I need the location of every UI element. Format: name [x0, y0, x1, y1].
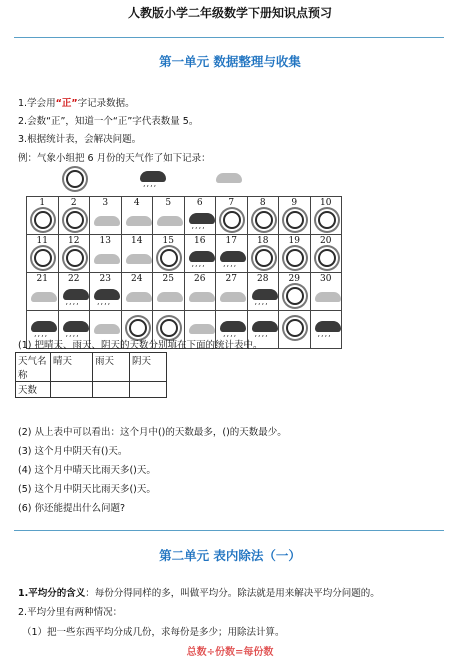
rain-cloud-icon: ,,,, [220, 319, 244, 339]
sun-icon [283, 319, 307, 339]
day-number: 14 [131, 236, 143, 246]
calendar-day-cell [121, 235, 153, 273]
sun-icon [252, 249, 276, 269]
unit2-point-2: 2.平均分里有两种情况： [18, 607, 123, 618]
calendar-day-cell [58, 235, 90, 273]
calendar-day-cell [184, 197, 216, 235]
calendar-row [27, 235, 342, 273]
sun-icon [283, 211, 307, 231]
rain-cloud-icon: ,,,, [220, 249, 244, 269]
day-number: 11 [36, 236, 48, 246]
day-number: 18 [257, 236, 269, 246]
calendar-day-cell [153, 273, 185, 311]
example-text: 例：气象小组把 6 月份的天气作了如下记录： [18, 153, 211, 164]
sun-icon [157, 249, 181, 269]
unit1-point-2: 2.会数“正”，知道一个“正”字代表数量 5。 [18, 116, 199, 127]
day-number: 15 [162, 236, 174, 246]
sun-icon [63, 249, 87, 269]
statistics-table [15, 352, 167, 398]
overcast-cloud-icon [126, 249, 150, 269]
table-input-cell[interactable] [51, 382, 93, 398]
rain-cloud-icon: ,,,, [252, 287, 276, 307]
day-number: 8 [259, 198, 266, 208]
overcast-cloud-icon [94, 249, 118, 269]
overcast-cloud-icon [31, 287, 55, 307]
table-header-cell: 晴天 [51, 353, 93, 382]
day-number: 16 [194, 236, 206, 246]
rain-drops-icon: ,,,, [143, 179, 158, 188]
sun-icon [283, 287, 307, 307]
day-number: 3 [102, 198, 109, 208]
rain-cloud-icon: ,,,, [63, 319, 87, 339]
overcast-cloud-icon [189, 287, 213, 307]
day-number: 23 [99, 274, 111, 284]
rain-cloud-icon: ,,,, [63, 287, 87, 307]
calendar-day-cell [310, 197, 342, 235]
calendar-day-cell [310, 273, 342, 311]
question-1: (1) 把晴天、雨天、阴天的天数分别填在下面的统计表中。 [18, 340, 263, 351]
calendar-day-cell [58, 197, 90, 235]
average-definition-text: ：每份分得同样的多，叫做平均分。除法就是用来解决平均分问题的。 [85, 588, 380, 599]
calendar-day-cell [247, 273, 279, 311]
calendar-day-cell [121, 273, 153, 311]
calendar-day-cell [184, 273, 216, 311]
table-input-cell[interactable] [93, 382, 130, 398]
unit2-point-1 [18, 585, 380, 599]
overcast-cloud-icon [94, 211, 118, 231]
table-header-cell: 阴天 [130, 353, 167, 382]
overcast-cloud-icon [157, 287, 181, 307]
calendar-day-cell [216, 197, 248, 235]
calendar-day-cell [184, 235, 216, 273]
sun-icon [66, 170, 84, 188]
sun-icon [31, 249, 55, 269]
sun-icon [157, 319, 181, 339]
day-number: 19 [288, 236, 300, 246]
day-number: 12 [68, 236, 80, 246]
overcast-cloud-icon [126, 211, 150, 231]
calendar-day-cell [27, 235, 59, 273]
calendar-day-cell [310, 235, 342, 273]
day-number: 24 [131, 274, 143, 284]
calendar-day-cell [279, 311, 311, 349]
calendar-day-cell [153, 235, 185, 273]
calendar-day-cell [247, 197, 279, 235]
calendar-day-cell [153, 197, 185, 235]
calendar-day-cell [121, 197, 153, 235]
sun-icon [31, 211, 55, 231]
day-number: 22 [68, 274, 80, 284]
sun-icon [126, 319, 150, 339]
table-header-row [16, 353, 167, 382]
day-number: 25 [162, 274, 174, 284]
weather-calendar [26, 196, 342, 349]
day-number: 9 [291, 198, 298, 208]
point-1-end: 字记录数据。 [77, 98, 135, 109]
sun-icon [315, 249, 339, 269]
question-3: (3) 这个月中阴天有()天。 [18, 446, 128, 457]
day-number: 20 [320, 236, 332, 246]
overcast-cloud-icon [94, 319, 118, 339]
calendar-day-cell [27, 197, 59, 235]
day-number: 30 [320, 274, 332, 284]
section-divider [14, 37, 444, 38]
question-2: (2) 从上表中可以看出：这个月中()的天数最多，()的天数最少。 [18, 427, 287, 438]
sun-icon [283, 249, 307, 269]
section-divider [14, 530, 444, 531]
sun-icon [63, 211, 87, 231]
table-input-cell[interactable] [130, 382, 167, 398]
sun-icon [252, 211, 276, 231]
calendar-row [27, 273, 342, 311]
rain-cloud-icon: ,,,, [189, 249, 213, 269]
day-number: 27 [225, 274, 237, 284]
day-number: 21 [36, 274, 48, 284]
overcast-cloud-icon [315, 287, 339, 307]
table-header-cell: 雨天 [93, 353, 130, 382]
question-5: (5) 这个月中阴天比雨天多()天。 [18, 484, 156, 495]
rain-cloud-icon: ,,,, [189, 211, 213, 231]
calendar-day-cell [216, 235, 248, 273]
day-number: 29 [288, 274, 300, 284]
overcast-cloud-icon [220, 287, 244, 307]
unit2-case-1: （1）把一些东西平均分成几份，求每份是多少；用除法计算。 [22, 627, 285, 638]
calendar-day-cell [279, 235, 311, 273]
rain-cloud-icon: ,,,, [315, 319, 339, 339]
calendar-day-cell [279, 273, 311, 311]
question-6: (6) 你还能提出什么问题? [18, 503, 126, 514]
document-title: 人教版小学二年级数学下册知识点预习 [127, 6, 332, 20]
unit1-heading: 第一单元 数据整理与收集 [159, 54, 301, 69]
day-number: 28 [257, 274, 269, 284]
calendar-day-cell [90, 273, 122, 311]
overcast-cloud-icon [157, 211, 181, 231]
calendar-day-cell [90, 197, 122, 235]
overcast-cloud-icon [189, 319, 213, 339]
day-number: 6 [196, 198, 203, 208]
day-number: 7 [228, 198, 235, 208]
question-4: (4) 这个月中晴天比雨天多()天。 [18, 465, 156, 476]
overcast-cloud-icon [216, 173, 242, 183]
table-data-row [16, 382, 167, 398]
day-number: 13 [99, 236, 111, 246]
calendar-day-cell [216, 273, 248, 311]
day-number: 1 [39, 198, 46, 208]
day-number: 5 [165, 198, 172, 208]
table-header-cell: 天气名称 [16, 353, 51, 382]
point-1-start: 1.学会用 [18, 98, 56, 109]
day-number: 26 [194, 274, 206, 284]
rain-cloud-icon: ,,,, [252, 319, 276, 339]
rain-cloud-icon: ,,,, [31, 319, 55, 339]
weather-legend [64, 168, 244, 192]
overcast-cloud-icon [126, 287, 150, 307]
unit1-point-3: 3.根据统计表，会解决问题。 [18, 134, 142, 145]
sun-icon [315, 211, 339, 231]
calendar-day-cell [90, 235, 122, 273]
division-formula: 总数÷份数=每份数 [186, 647, 274, 658]
day-number: 10 [320, 198, 332, 208]
calendar-day-cell [279, 197, 311, 235]
rain-cloud-icon: ,,,, [94, 287, 118, 307]
calendar-day-cell [247, 235, 279, 273]
unit1-point-1 [18, 95, 135, 109]
calendar-day-cell [58, 273, 90, 311]
average-definition-label: 1.平均分的含义 [18, 588, 86, 599]
sun-icon [220, 211, 244, 231]
calendar-day-cell [27, 273, 59, 311]
day-number: 4 [133, 198, 140, 208]
table-row-label: 天数 [16, 382, 51, 398]
unit2-heading: 第二单元 表内除法（一） [159, 548, 301, 563]
day-number: 17 [225, 236, 237, 246]
day-number: 2 [70, 198, 77, 208]
calendar-day-cell [310, 311, 342, 349]
calendar-row [27, 197, 342, 235]
zheng-character: “正” [55, 98, 78, 109]
